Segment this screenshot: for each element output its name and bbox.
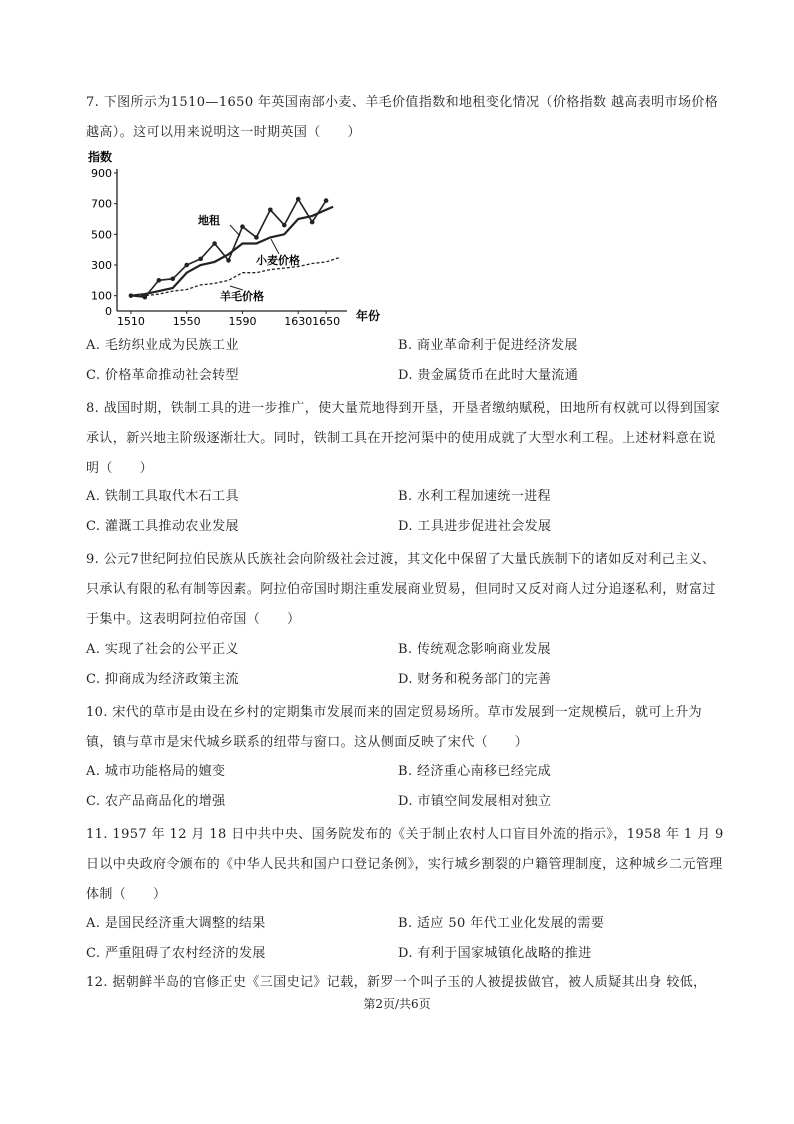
q8-option-a[interactable]: A. 铁制工具取代木石工具 (86, 489, 239, 504)
q9-option-c[interactable]: C. 抑商成为经济政策主流 (86, 672, 239, 687)
chart-series (129, 197, 340, 300)
rent-data-point (310, 220, 315, 225)
rent-data-point (240, 224, 245, 229)
legend-label-wool: 羊毛价格 (220, 290, 264, 303)
q11-option-d[interactable]: D. 有利于国家城镇化战略的推进 (398, 946, 592, 961)
q9-stem: 9. 公元7世纪阿拉伯民族从氏族社会向阶级社会过渡，其文化中保留了大量氏族制下的诸如反对利己主义、只承认有限的私有制等因素。阿拉伯帝国时期注重发展商业贸易，但同时又反对商人过分追逐私利，财富过于集中。这表明阿拉伯帝国（ ） (86, 552, 716, 627)
y-tick-label: 300 (91, 259, 112, 272)
rent-pointer (230, 225, 240, 236)
q9-option-a[interactable]: A. 实现了社会的公平正义 (86, 642, 239, 657)
q11-option-b[interactable]: B. 适应 50 年代工业化发展的需要 (398, 916, 605, 931)
x-tick-label: 1590 (228, 315, 257, 328)
rent-data-point (184, 263, 189, 268)
q11-option-a[interactable]: A. 是国民经济重大调整的结果 (86, 916, 266, 931)
wheat-pointer (271, 239, 279, 254)
rent-data-point (282, 223, 287, 228)
q7-stem: 7. 下图所示为1510—1650 年英国南部小麦、羊毛价值指数和地租变化情况（价格指数 越高表明市场价格越高）。这可以用来说明这一时期英国（ ） (86, 95, 719, 140)
rent-data-point (296, 197, 301, 202)
q10-option-a[interactable]: A. 城市功能格局的嬗变 (86, 764, 226, 779)
page-number: 第2页/共6页 (363, 997, 431, 1011)
q12-stem: 12. 据朝鲜半岛的官修正史《三国史记》记载，新罗一个叫子玉的人被提拔做官，被人质疑其出身 较低， (86, 975, 707, 990)
x-tick-label: 1510 (116, 315, 145, 328)
q7-option-c[interactable]: C. 价格革命推动社会转型 (86, 368, 239, 383)
legend-label-rent: 地租 (198, 214, 220, 227)
q10-option-d[interactable]: D. 市镇空间发展相对独立 (398, 794, 552, 809)
rent-data-point (198, 257, 203, 262)
y-tick-label: 700 (91, 197, 112, 211)
legend-label-wheat: 小麦价格 (256, 254, 300, 267)
q8-option-c[interactable]: C. 灌溉工具推动农业发展 (86, 519, 239, 534)
q7-option-a[interactable]: A. 毛纺织业成为民族工业 (86, 338, 239, 353)
chart-ticks (91, 167, 340, 328)
y-axis-label: 指数 (88, 150, 113, 164)
series-rent-line (131, 199, 326, 297)
y-tick-label: 900 (91, 167, 112, 180)
y-tick-label: 100 (91, 289, 112, 303)
q8-option-d[interactable]: D. 工具进步促进社会发展 (398, 519, 552, 534)
q11-option-c[interactable]: C. 严重阻碍了农村经济的发展 (86, 946, 266, 961)
q7-chart (80, 143, 380, 333)
q7-option-d[interactable]: D. 贵金属货币在此时大量流通 (398, 368, 579, 383)
y-tick-label: 0 (105, 305, 112, 318)
q8-option-b[interactable]: B. 水利工程加速统一进程 (398, 489, 552, 504)
rent-data-point (157, 278, 162, 283)
q9-option-b[interactable]: B. 传统观念影响商业发展 (398, 642, 552, 657)
q10-stem: 10. 宋代的草市是由设在乡村的定期集市发展而来的固定贸易场所。草市发展到一定规模后，就可上升为镇，镇与草市是宋代城乡联系的纽带与窗口。这从侧面反映了宋代（ ） (86, 705, 703, 750)
rent-data-point (170, 277, 175, 282)
x-tick-label: 1550 (172, 315, 201, 328)
q7-option-b[interactable]: B. 商业革命利于促进经济发展 (398, 338, 578, 353)
q8-stem: 8. 战国时期，铁制工具的进一步推广，使大量荒地得到开垦，开垦者缴纳赋税，田地所有权就可以得到国家承认，新兴地主阶级逐渐壮大。同时，铁制工具在开挖河渠中的使用成就了大型水利工程。上述材料意在说明（ ） (86, 401, 721, 476)
q10-option-c[interactable]: C. 农产品商品化的增强 (86, 794, 226, 809)
rent-data-point (254, 235, 259, 240)
q10-option-b[interactable]: B. 经济重心南移已经完成 (398, 764, 552, 779)
x-tick-label: 1630 (284, 315, 313, 328)
q11-stem: 11. 1957 年 12 月 18 日中共中央、国务院发布的《关于制止农村人口盲目外流的指示》，1958 年 1 月 9 日以中央政府令颁布的《中华人民共和国户口登记条例》，实行城乡割裂的户籍管理制度，这种城乡二元管理体制（ ） (86, 827, 724, 902)
x-axis-label: 年份 (356, 309, 380, 323)
y-tick-label: 500 (91, 228, 112, 242)
x-tick-label: 1650 (312, 315, 341, 328)
rent-data-point (268, 208, 273, 213)
rent-data-point (212, 241, 217, 246)
series-wheat-price-line (131, 207, 333, 296)
q9-option-d[interactable]: D. 财务和税务部门的完善 (398, 672, 552, 687)
rent-data-point (226, 258, 231, 263)
rent-data-point (324, 198, 329, 203)
